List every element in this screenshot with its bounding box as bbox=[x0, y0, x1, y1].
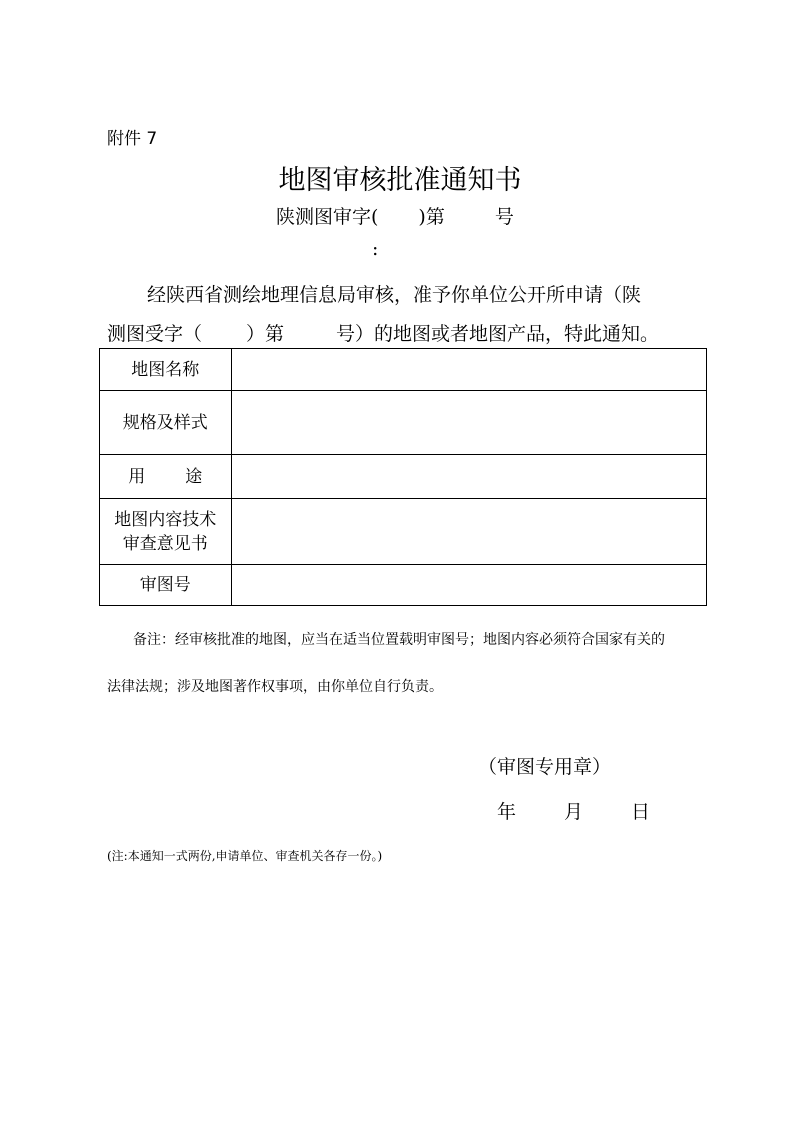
doc-number-middle: )第 bbox=[418, 206, 445, 228]
remarks-line-2: 法律法规；涉及地图著作权事项，由你单位自行负责。 bbox=[107, 679, 443, 695]
body-line-2-part-1: 测图受字（ bbox=[107, 323, 203, 345]
remarks-line-1: 备注：经审核批准的地图，应当在适当位置载明审图号；地图内容必须符合国家有关的 bbox=[133, 632, 665, 648]
document-title: 地图审核批准通知书 bbox=[278, 165, 522, 196]
date-year: 年 bbox=[497, 801, 517, 823]
label-review-line-2: 审查意见书 bbox=[122, 533, 208, 554]
recipient-line: : bbox=[372, 238, 379, 260]
label-purpose bbox=[100, 455, 232, 499]
footnote: (注:本通知一式两份,申请单位、审查机关各存一份。) bbox=[107, 849, 383, 863]
seal-label: （审图专用章） bbox=[478, 756, 612, 778]
table-row-review bbox=[100, 499, 707, 565]
document-number bbox=[276, 202, 514, 229]
doc-number-suffix: 号 bbox=[494, 206, 514, 228]
table-row-spec bbox=[100, 391, 707, 455]
label-review-line-1: 地图内容技术 bbox=[114, 509, 217, 530]
table-row-map-name bbox=[100, 349, 707, 391]
value-review[interactable] bbox=[231, 499, 706, 565]
label-approval-number: 审图号 bbox=[100, 565, 232, 606]
body-line-2-part-3: 号）的地图或者地图产品，特此通知。 bbox=[336, 323, 660, 345]
label-review bbox=[100, 499, 232, 565]
value-spec[interactable] bbox=[231, 391, 706, 455]
value-approval-number[interactable] bbox=[231, 565, 706, 606]
table-row-purpose bbox=[100, 455, 707, 499]
label-purpose-part-1: 用 bbox=[128, 466, 146, 487]
date-day: 日 bbox=[631, 801, 651, 823]
date-month: 月 bbox=[564, 801, 584, 823]
body-line-1-text: 经陕西省测绘地理信息局审核，准予你单位公开所申请（陕 bbox=[147, 284, 642, 306]
label-purpose-part-2: 途 bbox=[185, 466, 203, 487]
doc-number-prefix: 陕测图审字( bbox=[276, 206, 379, 228]
body-line-1 bbox=[107, 276, 707, 315]
label-map-name: 地图名称 bbox=[100, 349, 232, 391]
date-line bbox=[497, 797, 650, 824]
body-line-2-part-2: ）第 bbox=[246, 323, 285, 345]
info-table bbox=[99, 348, 707, 606]
label-spec: 规格及样式 bbox=[100, 391, 232, 455]
value-purpose[interactable] bbox=[231, 455, 706, 499]
body-paragraph bbox=[107, 276, 707, 354]
value-map-name[interactable] bbox=[231, 349, 706, 391]
attachment-label: 附件 7 bbox=[107, 129, 158, 149]
table-row-approval-number bbox=[100, 565, 707, 606]
